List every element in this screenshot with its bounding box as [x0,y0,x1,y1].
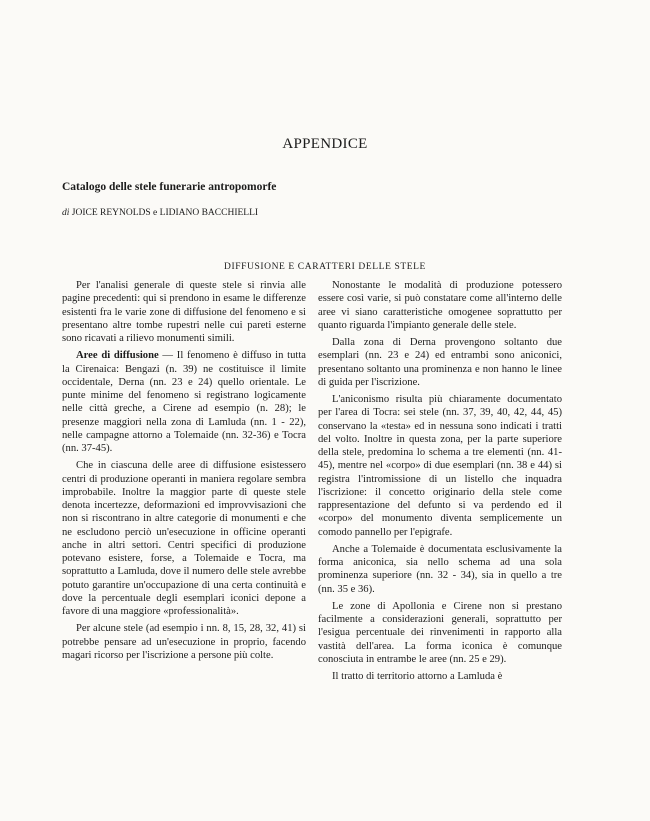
paragraph-lead: Aree di diffusione [76,350,159,362]
paragraph-text: Per alcune stele (ad esempio i nn. 8, 15, 28, 32, 41) si potrebbe pensare ad un'esecuzione in proprio, facendo magari ricorso per l'iscrizione a persone più colte. [62,623,306,661]
catalog-subtitle: Catalogo delle stele funerarie antropomorfe [62,181,277,193]
paragraph-text: Il tratto di territorio attorno a Lamluda è [332,671,503,682]
paragraph [62,459,306,618]
paragraph-text: Anche a Tolemaide è documentata esclusivamente la forma aniconica, sia nello schema ad una sola prominenza superiore (nn. 32 - 34), sia in quello a tre (nn. 35 e 36). [318,543,562,595]
paragraph [62,349,306,455]
paragraph-text: Dalla zona di Derna provengono soltanto due esemplari (nn. 23 e 24) ed entrambi sono aniconici, presentano soltanto una prominenza e non hanno le linee di guida per l'iscrizione. [318,337,562,388]
paragraph-text: Nonostante le modalità di produzione potessero essere così varie, si può constatare come all'interno delle aree vi siano caratteristiche omogenee soprattutto per quanto riguarda l'impianto generale delle stele. [318,280,562,331]
paragraph-text: Che in ciascuna delle aree di diffusione esistessero centri di produzione operanti in maniera regolare sembra improbabile. Inoltre la maggior parte di queste stele denota incertezze, deformazioni ed improvvisazioni che non si riscontrano in altre categorie di monumenti e che ne escludono perciò un'esecuzione in officine operanti anche in altri settori. Centri specifici di produzione potevano esistere, forse, a Tolemaide e Tocra, ma soprattutto a Lamluda, dove il numero delle stele avrebbe potuto garantire un'occupazione di una certa continuità e dove la percentuale degli esemplari iconici depone a favore di una maggiore «professionalità». [62,460,306,617]
paragraph [62,622,306,662]
paragraph-text: Le zone di Apollonia e Cirene non si prestano facilmente a considerazioni generali, soprattutto per l'esigua percentuale dei rinvenimenti in rapporto alla vastità dell'area. La forma iconica è comunque conosciuta in entrambe le aree (nn. 25 e 29). [318,600,562,665]
paragraph [318,543,562,596]
section-title: DIFFUSIONE E CARATTERI DELLE STELE [224,262,426,272]
appendix-heading: APPENDICE [282,136,368,152]
authors-line [62,208,258,218]
paragraph [318,393,562,539]
paragraph-text: — Il fenomeno è diffuso in tutta la Cirenaica: Bengazi (n. 39) ne costituisce il limite occidentale, Derna (nn. 23 e 24) quello orientale. Le punte minime del fenomeno si registrano logicamente nelle città greche, a Cirene ad esempio (n. 28); le presenze maggiori nella zona di Lamluda (nn. 1 - 22), nelle campagne attorno a Tolemaide (nn. 32-36) e Tocra (nn. 37-45). [62,350,307,454]
paragraph [318,670,562,683]
paragraph [62,279,306,345]
paragraph-text: Per l'analisi generale di queste stele si rinvia alle pagine precedenti: qui si prendono in esame le differenze esistenti fra le varie zone di diffusione del fenomeno e si presentano altre tombe rupestri nelle cui pareti esterne sono ricavati a rilievo monumenti simili. [62,280,306,344]
paragraph [318,279,562,332]
authors-names: JOICE REYNOLDS e LIDIANO BACCHIELLI [71,208,259,218]
paragraph [318,336,562,389]
paragraph [318,600,562,666]
authors-prefix: di [62,208,70,218]
paragraph-text: L'aniconismo risulta più chiaramente documentato per l'area di Tocra: sei stele (nn. 37, 39, 40, 42, 44, 45) conservano la «testa» ed in nessuna sono indicati i tratti del volto. Inoltre in questa zona, per la parte superiore della stele, predomina lo schema a tre elementi (nn. 41-45), mentre nel «corpo» di due esemplari (nn. 38 e 44) si registra l'intromissione di un listello che inquadra l'iscrizione: il concetto originario della stele come rappresentazione del defunto si va perdendo ed il «corpo» del monumento diventa semplicemente un comodo pannello per l'epigrafe. [318,394,562,538]
left-column [62,279,306,666]
right-column [318,279,562,687]
